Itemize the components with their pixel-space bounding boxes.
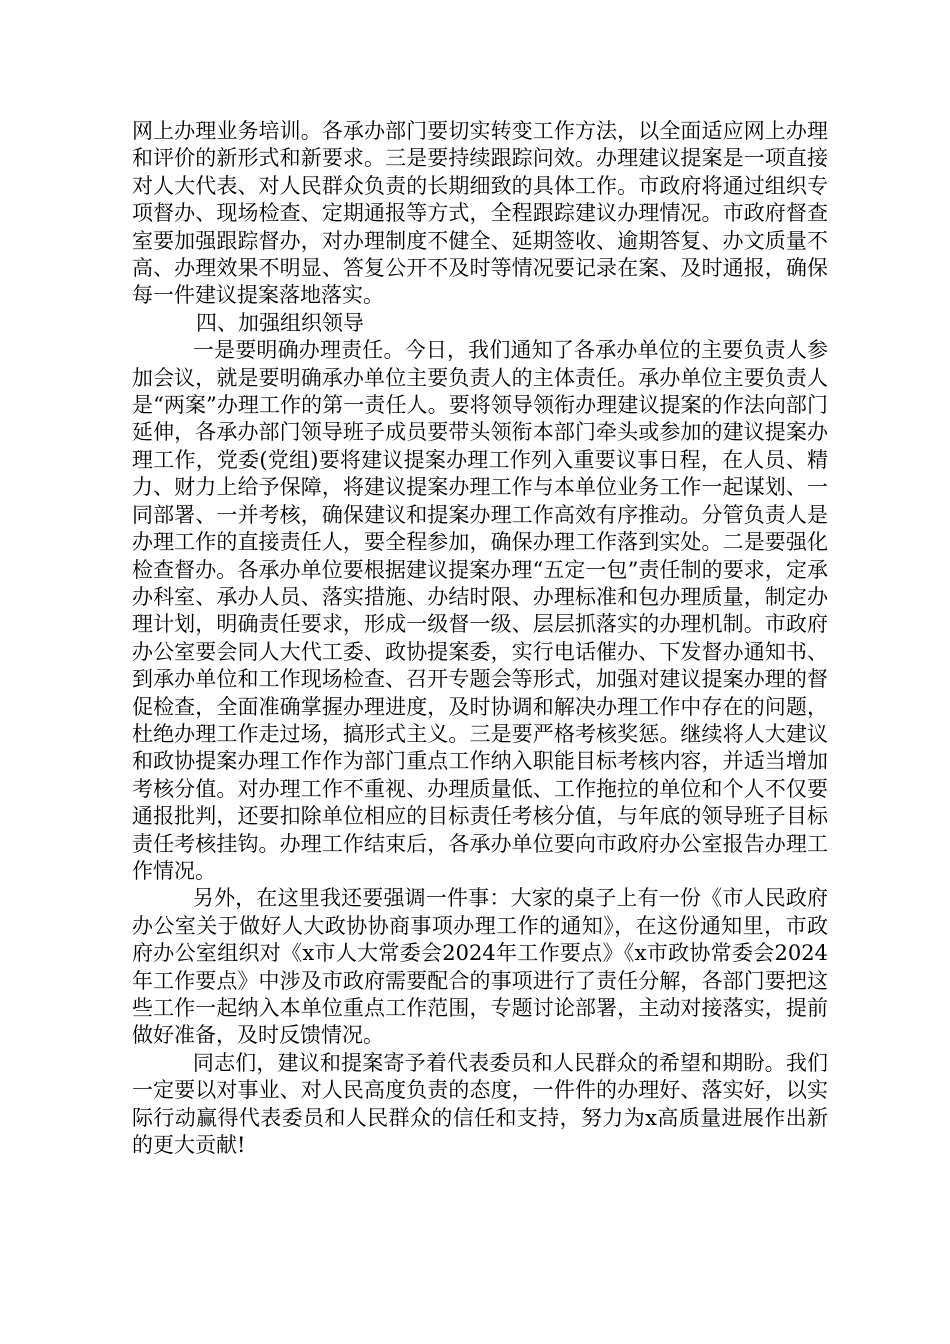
section-heading: 四、加强组织领导 [196,310,364,335]
paragraph-continued: 网上办理业务培训。各承办部门要切实转变工作方法，以全面适应网上办理和评价的新形式和新要求。三是要持续跟踪问效。办理建议提案是一项直接对人大代表、对人民群众负责的长期细致的具体工作。市政府将通过组织专项督办、现场检查、定期通报等方式，全程跟踪建议办理情况。市政府督查室要加强跟踪督办，对办理制度不健全、延期签收、逾期答复、办文质量不高、办理效果不明显、答复公开不及时等情况要记录在案、及时通报，确保每一件建议提案落地落实。 [132,119,828,308]
paragraph-closing: 同志们，建议和提案寄予着代表委员和人民群众的希望和期盼。我们一定要以对事业、对人民高度负责的态度，一件件的办理好、落实好，以实际行动赢得代表委员和人民群众的信任和支持，努力为x高质量进展作出新的更大贡献! [132,1050,828,1158]
document-body [132,118,828,1159]
paragraph-responsibility: 一是要明确办理责任。今日，我们通知了各承办单位的主要负责人参加会议，就是要明确承办单位主要负责人的主体责任。承办单位主要负责人是“两案”办理工作的第一责任人。要将领导领衔办理建议提案的作法向部门延伸，各承办部门领导班子成员要带头领衔本部门牵头或参加的建议提案办理工作，党委(党组)要将建议提案办理工作列入重要议事日程，在人员、精力、财力上给予保障，将建议提案办理工作与本单位业务工作一起谋划、一同部署、一并考核，确保建议和提案办理工作高效有序推动。分管负责人是办理工作的直接责任人，要全程参加，确保办理工作落到实处。二是要强化检查督办。各承办单位要根据建议提案办理“五定一包”责任制的要求，定承办科室、承办人员、落实措施、办结时限、办理标准和包办理质量，制定办理计划，明确责任要求，形成一级督一级、层层抓落实的办理机制。市政府办公室要会同人大代工委、政协提案委，实行电话催办、下发督办通知书、到承办单位和工作现场检查、召开专题会等形式，加强对建议提案办理的督促检查，全面准确掌握办理进度，及时协调和解决办理工作中存在的问题，杜绝办理工作走过场，搞形式主义。三是要严格考核奖惩。继续将人大建议和政协提案办理工作作为部门重点工作纳入职能目标考核内容，并适当增加考核分值。对办理工作不重视、办理质量低、工作拖拉的单位和个人不仅要通报批判，还要扣除单位相应的目标责任考核分值，与年底的领导班子目标责任考核挂钩。办理工作结束后，各承办单位要向市政府办公室报告办理工作情况。 [132,338,828,883]
paragraph-additional-note: 另外，在这里我还要强调一件事：大家的桌子上有一份《市人民政府办公室关于做好人大政协协商事项办理工作的通知》，在这份通知里，市政府办公室组织对《x市人大常委会2024年工作要点》《x市政协常委会2024年工作要点》中涉及市政府需要配合的事项进行了责任分解，各部门要把这些工作一起纳入本单位重点工作范围，专题讨论部署，主动对接落实，提前做好准备，及时反馈情况。 [132,886,828,1048]
